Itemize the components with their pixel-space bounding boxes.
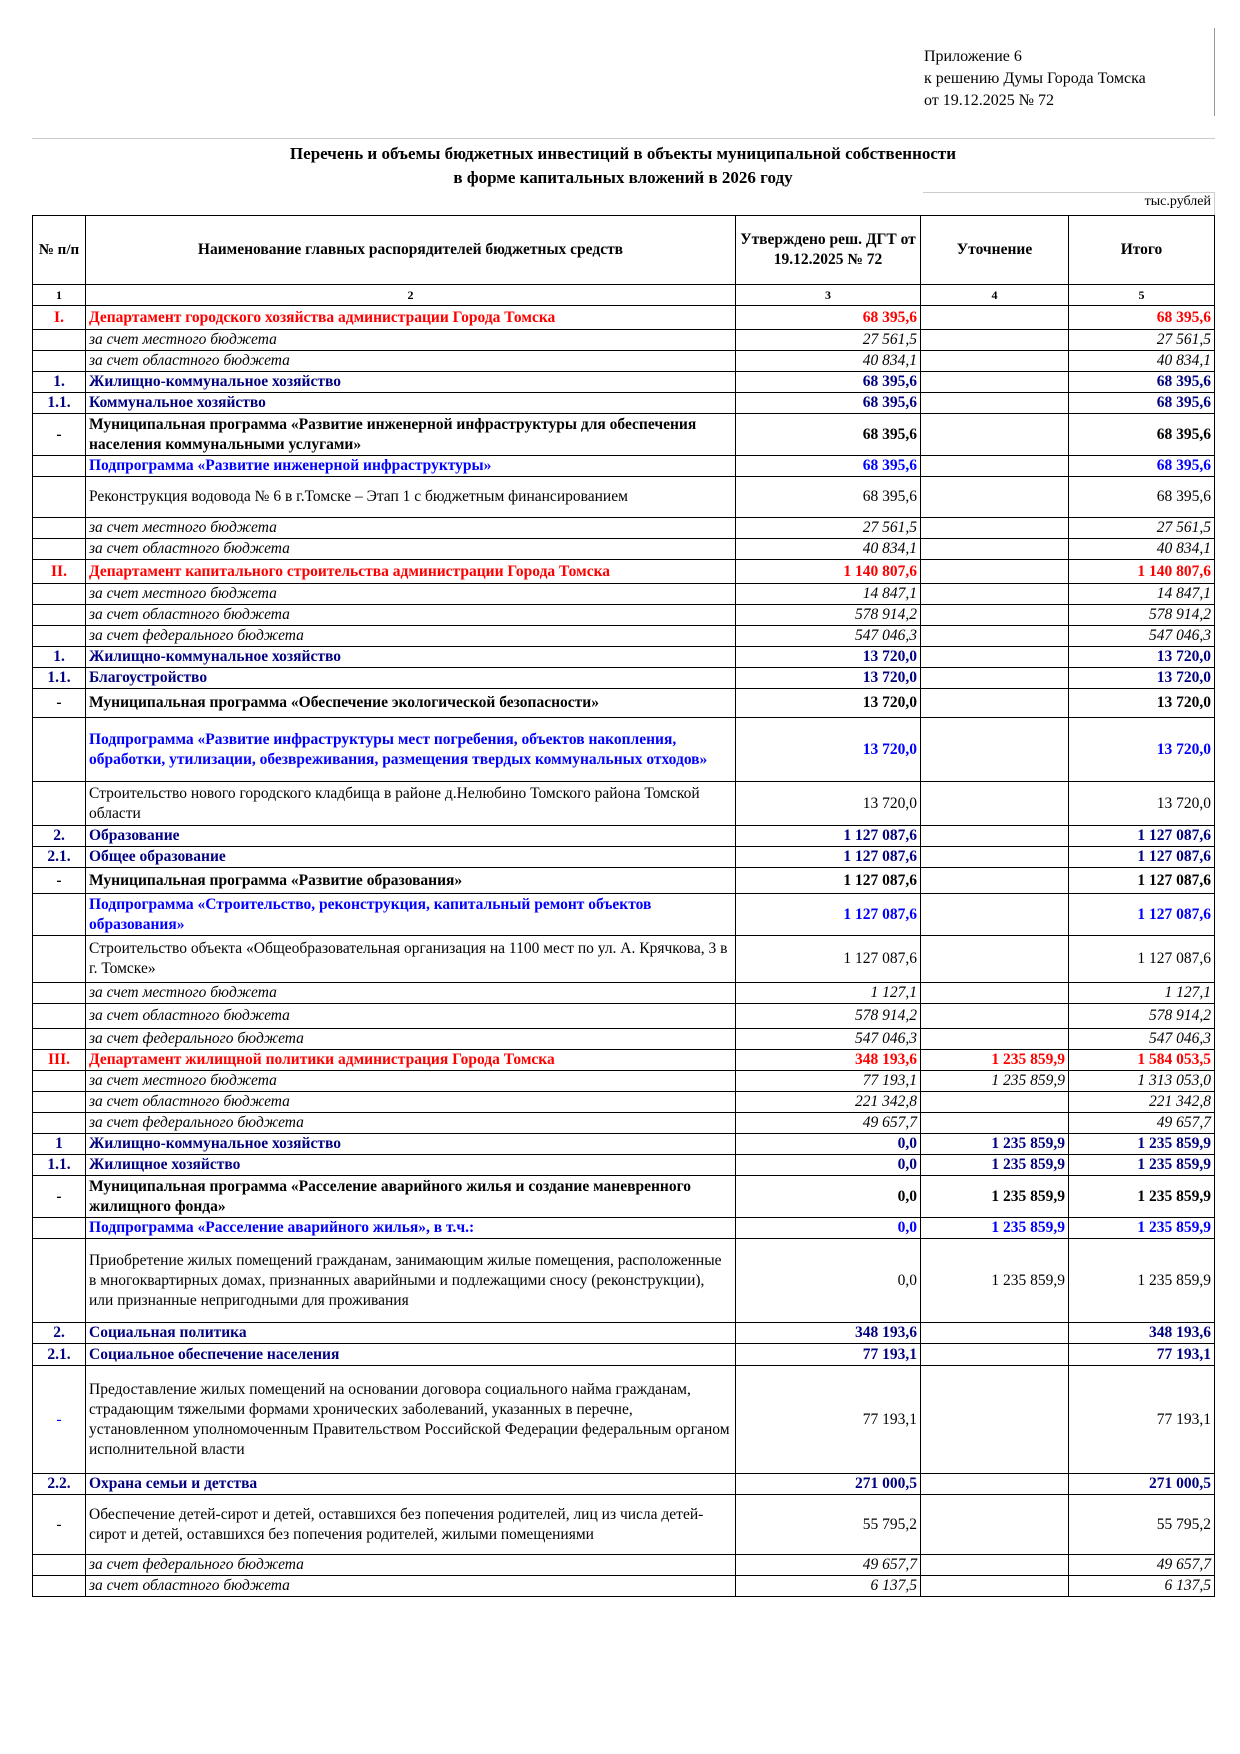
table-row bbox=[33, 626, 1215, 647]
row-number: II. bbox=[33, 560, 86, 584]
row-approved-value: 0,0 bbox=[736, 1155, 921, 1176]
row-total-value: 1 127 087,6 bbox=[1069, 847, 1215, 868]
table-header-row bbox=[33, 216, 1215, 285]
row-approved-value: 0,0 bbox=[736, 1134, 921, 1155]
table-row bbox=[33, 1004, 1215, 1029]
row-number: 1.1. bbox=[33, 393, 86, 414]
row-number: 2.1. bbox=[33, 847, 86, 868]
row-approved-value: 1 127 087,6 bbox=[736, 894, 921, 936]
row-name: Социальная политика bbox=[86, 1323, 736, 1344]
row-clarification-value bbox=[921, 894, 1069, 936]
row-name: Подпрограмма «Развитие инфраструктуры мест погребения, объектов накопления, обработки, утилизации, обезвреживания, размещения твердых коммунальных отходов» bbox=[86, 718, 736, 782]
row-clarification-value: 1 235 859,9 bbox=[921, 1218, 1069, 1239]
table-row bbox=[33, 1323, 1215, 1344]
row-clarification-value bbox=[921, 1113, 1069, 1134]
row-total-value: 1 127 087,6 bbox=[1069, 936, 1215, 983]
row-number: 1 bbox=[33, 1134, 86, 1155]
row-name: Обеспечение детей-сирот и детей, оставшихся без попечения родителей, лиц из числа детей-сирот и детей, оставшихся без попечения родителей, жилыми помещениями bbox=[86, 1495, 736, 1555]
table-row bbox=[33, 668, 1215, 689]
row-number: 2.2. bbox=[33, 1474, 86, 1495]
row-number bbox=[33, 456, 86, 477]
row-approved-value: 27 561,5 bbox=[736, 518, 921, 539]
row-number bbox=[33, 1576, 86, 1597]
table-row bbox=[33, 414, 1215, 456]
row-name: за счет федерального бюджета bbox=[86, 1113, 736, 1134]
row-clarification-value bbox=[921, 477, 1069, 518]
row-clarification-value bbox=[921, 560, 1069, 584]
row-name: Подпрограмма «Расселение аварийного жилья», в т.ч.: bbox=[86, 1218, 736, 1239]
col-index-3: 3 bbox=[736, 285, 921, 306]
row-approved-value: 578 914,2 bbox=[736, 1004, 921, 1029]
table-row bbox=[33, 1092, 1215, 1113]
row-total-value: 68 395,6 bbox=[1069, 456, 1215, 477]
row-number: III. bbox=[33, 1050, 86, 1071]
row-approved-value: 547 046,3 bbox=[736, 626, 921, 647]
table-row bbox=[33, 605, 1215, 626]
row-approved-value: 271 000,5 bbox=[736, 1474, 921, 1495]
title-line-1: Перечень и объемы бюджетных инвестиций в объекты муниципальной собственности bbox=[289, 144, 957, 163]
row-clarification-value bbox=[921, 1474, 1069, 1495]
row-number bbox=[33, 477, 86, 518]
row-total-value: 13 720,0 bbox=[1069, 689, 1215, 718]
row-total-value: 1 313 053,0 bbox=[1069, 1071, 1215, 1092]
table-row bbox=[33, 1474, 1215, 1495]
row-name: Приобретение жилых помещений гражданам, занимающим жилые помещения, расположенные в многоквартирных домах, признанных аварийными и подлежащими сносу (реконструкции), или признанные непригодными для проживания bbox=[86, 1239, 736, 1323]
row-total-value: 271 000,5 bbox=[1069, 1474, 1215, 1495]
row-name: за счет местного бюджета bbox=[86, 983, 736, 1004]
row-approved-value: 27 561,5 bbox=[736, 330, 921, 351]
row-clarification-value bbox=[921, 668, 1069, 689]
row-clarification-value bbox=[921, 626, 1069, 647]
row-clarification-value bbox=[921, 330, 1069, 351]
table-row bbox=[33, 1344, 1215, 1366]
row-total-value: 1 235 859,9 bbox=[1069, 1155, 1215, 1176]
appendix-line-2: к решению Думы Города Томска bbox=[924, 70, 1146, 87]
units-label: тыс.рублей bbox=[1144, 194, 1211, 209]
row-name: Жилищно-коммунальное хозяйство bbox=[86, 647, 736, 668]
row-name: Образование bbox=[86, 826, 736, 847]
row-approved-value: 348 193,6 bbox=[736, 1323, 921, 1344]
row-approved-value: 68 395,6 bbox=[736, 372, 921, 393]
row-name: Жилищно-коммунальное хозяйство bbox=[86, 1134, 736, 1155]
table-row bbox=[33, 1029, 1215, 1050]
row-approved-value: 1 127 087,6 bbox=[736, 868, 921, 894]
row-clarification-value bbox=[921, 518, 1069, 539]
row-number: 1.1. bbox=[33, 1155, 86, 1176]
table-row bbox=[33, 1366, 1215, 1474]
table-row bbox=[33, 393, 1215, 414]
row-total-value: 68 395,6 bbox=[1069, 477, 1215, 518]
row-name: за счет местного бюджета bbox=[86, 1071, 736, 1092]
row-clarification-value bbox=[921, 936, 1069, 983]
row-name: Строительство нового городского кладбища в районе д.Нелюбино Томского района Томской области bbox=[86, 782, 736, 826]
row-clarification-value bbox=[921, 826, 1069, 847]
row-number bbox=[33, 584, 86, 605]
row-clarification-value bbox=[921, 647, 1069, 668]
row-clarification-value bbox=[921, 847, 1069, 868]
row-clarification-value bbox=[921, 584, 1069, 605]
row-name: за счет федерального бюджета bbox=[86, 1555, 736, 1576]
row-total-value: 1 584 053,5 bbox=[1069, 1050, 1215, 1071]
col-header-num: № п/п bbox=[33, 216, 86, 285]
table-row bbox=[33, 1218, 1215, 1239]
row-number: 1.1. bbox=[33, 668, 86, 689]
row-number bbox=[33, 605, 86, 626]
row-approved-value: 578 914,2 bbox=[736, 605, 921, 626]
col-index-4: 4 bbox=[921, 285, 1069, 306]
row-total-value: 1 235 859,9 bbox=[1069, 1218, 1215, 1239]
row-total-value: 13 720,0 bbox=[1069, 647, 1215, 668]
row-total-value: 547 046,3 bbox=[1069, 626, 1215, 647]
table-row bbox=[33, 983, 1215, 1004]
row-number: - bbox=[33, 868, 86, 894]
row-name: Охрана семьи и детства bbox=[86, 1474, 736, 1495]
row-approved-value: 68 395,6 bbox=[736, 477, 921, 518]
row-total-value: 49 657,7 bbox=[1069, 1113, 1215, 1134]
row-clarification-value: 1 235 859,9 bbox=[921, 1134, 1069, 1155]
row-clarification-value bbox=[921, 1004, 1069, 1029]
row-clarification-value bbox=[921, 718, 1069, 782]
appendix-line-3: от 19.12.2025 № 72 bbox=[924, 92, 1055, 109]
col-header-total: Итого bbox=[1069, 216, 1215, 285]
row-total-value: 49 657,7 bbox=[1069, 1555, 1215, 1576]
title-frame bbox=[32, 138, 1215, 139]
row-clarification-value bbox=[921, 306, 1069, 330]
row-number bbox=[33, 1092, 86, 1113]
table-row bbox=[33, 351, 1215, 372]
row-clarification-value bbox=[921, 456, 1069, 477]
row-name: за счет областного бюджета bbox=[86, 539, 736, 560]
row-total-value: 55 795,2 bbox=[1069, 1495, 1215, 1555]
row-number bbox=[33, 1113, 86, 1134]
row-name: Коммунальное хозяйство bbox=[86, 393, 736, 414]
table-row bbox=[33, 539, 1215, 560]
row-clarification-value bbox=[921, 782, 1069, 826]
row-name: Департамент городского хозяйства администрации Города Томска bbox=[86, 306, 736, 330]
row-name: за счет федерального бюджета bbox=[86, 626, 736, 647]
row-number bbox=[33, 1218, 86, 1239]
row-clarification-value bbox=[921, 372, 1069, 393]
col-index-1: 1 bbox=[33, 285, 86, 306]
row-approved-value: 77 193,1 bbox=[736, 1344, 921, 1366]
row-approved-value: 68 395,6 bbox=[736, 414, 921, 456]
row-total-value: 27 561,5 bbox=[1069, 518, 1215, 539]
row-clarification-value bbox=[921, 393, 1069, 414]
row-clarification-value bbox=[921, 1366, 1069, 1474]
row-approved-value: 68 395,6 bbox=[736, 456, 921, 477]
row-approved-value: 1 140 807,6 bbox=[736, 560, 921, 584]
row-total-value: 578 914,2 bbox=[1069, 1004, 1215, 1029]
row-number bbox=[33, 983, 86, 1004]
investment-table bbox=[32, 215, 1215, 1597]
row-number: - bbox=[33, 689, 86, 718]
row-clarification-value bbox=[921, 414, 1069, 456]
row-name: за счет местного бюджета bbox=[86, 330, 736, 351]
header-divider bbox=[1214, 28, 1215, 116]
row-name: за счет областного бюджета bbox=[86, 605, 736, 626]
row-name: Муниципальная программа «Развитие образования» bbox=[86, 868, 736, 894]
row-name: за счет областного бюджета bbox=[86, 1092, 736, 1113]
row-approved-value: 1 127 087,6 bbox=[736, 936, 921, 983]
row-number bbox=[33, 351, 86, 372]
row-number: 2. bbox=[33, 1323, 86, 1344]
row-number bbox=[33, 782, 86, 826]
row-approved-value: 49 657,7 bbox=[736, 1113, 921, 1134]
row-approved-value: 40 834,1 bbox=[736, 539, 921, 560]
row-number bbox=[33, 330, 86, 351]
table-row bbox=[33, 647, 1215, 668]
table-row bbox=[33, 1071, 1215, 1092]
row-number bbox=[33, 718, 86, 782]
row-clarification-value bbox=[921, 539, 1069, 560]
col-header-approved: Утверждено реш. ДГТ от 19.12.2025 № 72 bbox=[736, 216, 921, 285]
row-name: за счет местного бюджета bbox=[86, 518, 736, 539]
row-total-value: 40 834,1 bbox=[1069, 351, 1215, 372]
col-index-5: 5 bbox=[1069, 285, 1215, 306]
row-approved-value: 77 193,1 bbox=[736, 1071, 921, 1092]
col-index-2: 2 bbox=[86, 285, 736, 306]
row-approved-value: 49 657,7 bbox=[736, 1555, 921, 1576]
table-row bbox=[33, 560, 1215, 584]
table-row bbox=[33, 689, 1215, 718]
row-name: Подпрограмма «Развитие инженерной инфраструктуры» bbox=[86, 456, 736, 477]
row-clarification-value bbox=[921, 1495, 1069, 1555]
row-total-value: 1 127 087,6 bbox=[1069, 868, 1215, 894]
row-clarification-value bbox=[921, 1576, 1069, 1597]
row-approved-value: 77 193,1 bbox=[736, 1366, 921, 1474]
row-number bbox=[33, 894, 86, 936]
table-row bbox=[33, 477, 1215, 518]
row-number: - bbox=[33, 1366, 86, 1474]
row-number: 2. bbox=[33, 826, 86, 847]
table-row bbox=[33, 936, 1215, 983]
row-total-value: 68 395,6 bbox=[1069, 414, 1215, 456]
row-number: 1. bbox=[33, 372, 86, 393]
table-row bbox=[33, 894, 1215, 936]
row-approved-value: 1 127 087,6 bbox=[736, 847, 921, 868]
row-approved-value: 13 720,0 bbox=[736, 647, 921, 668]
table-row bbox=[33, 584, 1215, 605]
column-index-row bbox=[33, 285, 1215, 306]
row-approved-value: 547 046,3 bbox=[736, 1029, 921, 1050]
table-row bbox=[33, 782, 1215, 826]
row-clarification-value bbox=[921, 1029, 1069, 1050]
table-row bbox=[33, 1050, 1215, 1071]
row-total-value: 1 235 859,9 bbox=[1069, 1134, 1215, 1155]
row-clarification-value: 1 235 859,9 bbox=[921, 1239, 1069, 1323]
row-number bbox=[33, 1555, 86, 1576]
document-title bbox=[32, 142, 1214, 190]
row-total-value: 221 342,8 bbox=[1069, 1092, 1215, 1113]
row-approved-value: 68 395,6 bbox=[736, 306, 921, 330]
row-name: за счет местного бюджета bbox=[86, 584, 736, 605]
row-clarification-value: 1 235 859,9 bbox=[921, 1071, 1069, 1092]
row-name: Муниципальная программа «Расселение аварийного жилья и создание маневренного жилищного фонда» bbox=[86, 1176, 736, 1218]
col-header-clarification: Уточнение bbox=[921, 216, 1069, 285]
col-header-name: Наименование главных распорядителей бюджетных средств bbox=[86, 216, 736, 285]
table-row bbox=[33, 1134, 1215, 1155]
row-approved-value: 221 342,8 bbox=[736, 1092, 921, 1113]
row-clarification-value: 1 235 859,9 bbox=[921, 1155, 1069, 1176]
table-row bbox=[33, 868, 1215, 894]
row-total-value: 68 395,6 bbox=[1069, 393, 1215, 414]
table-row bbox=[33, 372, 1215, 393]
row-name: за счет областного бюджета bbox=[86, 1004, 736, 1029]
row-number: I. bbox=[33, 306, 86, 330]
table-row bbox=[33, 1239, 1215, 1323]
row-total-value: 13 720,0 bbox=[1069, 668, 1215, 689]
row-number: 1. bbox=[33, 647, 86, 668]
row-clarification-value bbox=[921, 1092, 1069, 1113]
row-clarification-value: 1 235 859,9 bbox=[921, 1176, 1069, 1218]
row-number bbox=[33, 936, 86, 983]
table-row bbox=[33, 518, 1215, 539]
row-total-value: 13 720,0 bbox=[1069, 718, 1215, 782]
row-number: - bbox=[33, 1495, 86, 1555]
row-name: Подпрограмма «Строительство, реконструкция, капитальный ремонт объектов образования» bbox=[86, 894, 736, 936]
row-clarification-value bbox=[921, 983, 1069, 1004]
row-total-value: 1 127,1 bbox=[1069, 983, 1215, 1004]
row-total-value: 68 395,6 bbox=[1069, 372, 1215, 393]
row-name: Предоставление жилых помещений на основании договора социального найма гражданам, страдающим тяжелыми формами хронических заболеваний, указанных в перечне, установленном уполномоченным Правительством Российской Федерации федеральным органом исполнительной власти bbox=[86, 1366, 736, 1474]
row-name: Социальное обеспечение населения bbox=[86, 1344, 736, 1366]
table-row bbox=[33, 1113, 1215, 1134]
row-clarification-value: 1 235 859,9 bbox=[921, 1050, 1069, 1071]
table-row bbox=[33, 330, 1215, 351]
row-clarification-value bbox=[921, 868, 1069, 894]
row-name: за счет областного бюджета bbox=[86, 1576, 736, 1597]
row-total-value: 1 235 859,9 bbox=[1069, 1176, 1215, 1218]
row-number bbox=[33, 1239, 86, 1323]
row-clarification-value bbox=[921, 1344, 1069, 1366]
table-row bbox=[33, 1495, 1215, 1555]
row-total-value: 348 193,6 bbox=[1069, 1323, 1215, 1344]
row-name: Строительство объекта «Общеобразовательная организация на 1100 мест по ул. А. Крячкова, 3 в г. Томске» bbox=[86, 936, 736, 983]
row-approved-value: 348 193,6 bbox=[736, 1050, 921, 1071]
table-row bbox=[33, 1176, 1215, 1218]
row-total-value: 6 137,5 bbox=[1069, 1576, 1215, 1597]
title-line-2: в форме капитальных вложений в 2026 году bbox=[453, 168, 793, 187]
table-row bbox=[33, 826, 1215, 847]
row-name: Реконструкция водовода № 6 в г.Томске – Этап 1 с бюджетным финансированием bbox=[86, 477, 736, 518]
row-approved-value: 14 847,1 bbox=[736, 584, 921, 605]
row-total-value: 1 140 807,6 bbox=[1069, 560, 1215, 584]
row-total-value: 68 395,6 bbox=[1069, 306, 1215, 330]
table-row bbox=[33, 306, 1215, 330]
table-row bbox=[33, 456, 1215, 477]
row-total-value: 13 720,0 bbox=[1069, 782, 1215, 826]
row-approved-value: 40 834,1 bbox=[736, 351, 921, 372]
row-total-value: 14 847,1 bbox=[1069, 584, 1215, 605]
table-row bbox=[33, 847, 1215, 868]
row-number bbox=[33, 539, 86, 560]
row-number bbox=[33, 518, 86, 539]
row-approved-value: 55 795,2 bbox=[736, 1495, 921, 1555]
table-body bbox=[33, 306, 1215, 1597]
row-total-value: 40 834,1 bbox=[1069, 539, 1215, 560]
row-total-value: 27 561,5 bbox=[1069, 330, 1215, 351]
row-name: за счет областного бюджета bbox=[86, 351, 736, 372]
row-total-value: 1 235 859,9 bbox=[1069, 1239, 1215, 1323]
row-number: 2.1. bbox=[33, 1344, 86, 1366]
row-name: Департамент жилищной политики администрация Города Томска bbox=[86, 1050, 736, 1071]
row-name: Жилищно-коммунальное хозяйство bbox=[86, 372, 736, 393]
row-number: - bbox=[33, 414, 86, 456]
row-approved-value: 13 720,0 bbox=[736, 668, 921, 689]
row-clarification-value bbox=[921, 689, 1069, 718]
appendix-line-1: Приложение 6 bbox=[924, 48, 1022, 65]
row-approved-value: 1 127 087,6 bbox=[736, 826, 921, 847]
row-approved-value: 6 137,5 bbox=[736, 1576, 921, 1597]
row-name: Муниципальная программа «Развитие инженерной инфраструктуры для обеспечения населения коммунальными услугами» bbox=[86, 414, 736, 456]
row-approved-value: 13 720,0 bbox=[736, 782, 921, 826]
row-name: за счет федерального бюджета bbox=[86, 1029, 736, 1050]
row-number bbox=[33, 1071, 86, 1092]
table-row bbox=[33, 1555, 1215, 1576]
row-approved-value: 13 720,0 bbox=[736, 689, 921, 718]
row-clarification-value bbox=[921, 1323, 1069, 1344]
row-name: Общее образование bbox=[86, 847, 736, 868]
table-row bbox=[33, 1576, 1215, 1597]
row-number bbox=[33, 626, 86, 647]
row-total-value: 77 193,1 bbox=[1069, 1366, 1215, 1474]
row-approved-value: 68 395,6 bbox=[736, 393, 921, 414]
row-approved-value: 1 127,1 bbox=[736, 983, 921, 1004]
row-name: Жилищное хозяйство bbox=[86, 1155, 736, 1176]
row-total-value: 1 127 087,6 bbox=[1069, 894, 1215, 936]
row-approved-value: 13 720,0 bbox=[736, 718, 921, 782]
row-name: Благоустройство bbox=[86, 668, 736, 689]
row-total-value: 77 193,1 bbox=[1069, 1344, 1215, 1366]
row-total-value: 578 914,2 bbox=[1069, 605, 1215, 626]
row-approved-value: 0,0 bbox=[736, 1218, 921, 1239]
row-total-value: 547 046,3 bbox=[1069, 1029, 1215, 1050]
row-total-value: 1 127 087,6 bbox=[1069, 826, 1215, 847]
row-approved-value: 0,0 bbox=[736, 1239, 921, 1323]
row-approved-value: 0,0 bbox=[736, 1176, 921, 1218]
row-name: Департамент капитального строительства администрации Города Томска bbox=[86, 560, 736, 584]
row-number bbox=[33, 1004, 86, 1029]
table-row bbox=[33, 718, 1215, 782]
row-clarification-value bbox=[921, 351, 1069, 372]
table-row bbox=[33, 1155, 1215, 1176]
row-number bbox=[33, 1029, 86, 1050]
row-number: - bbox=[33, 1176, 86, 1218]
row-clarification-value bbox=[921, 605, 1069, 626]
row-name: Муниципальная программа «Обеспечение экологической безопасности» bbox=[86, 689, 736, 718]
appendix-header bbox=[924, 46, 1214, 112]
row-clarification-value bbox=[921, 1555, 1069, 1576]
